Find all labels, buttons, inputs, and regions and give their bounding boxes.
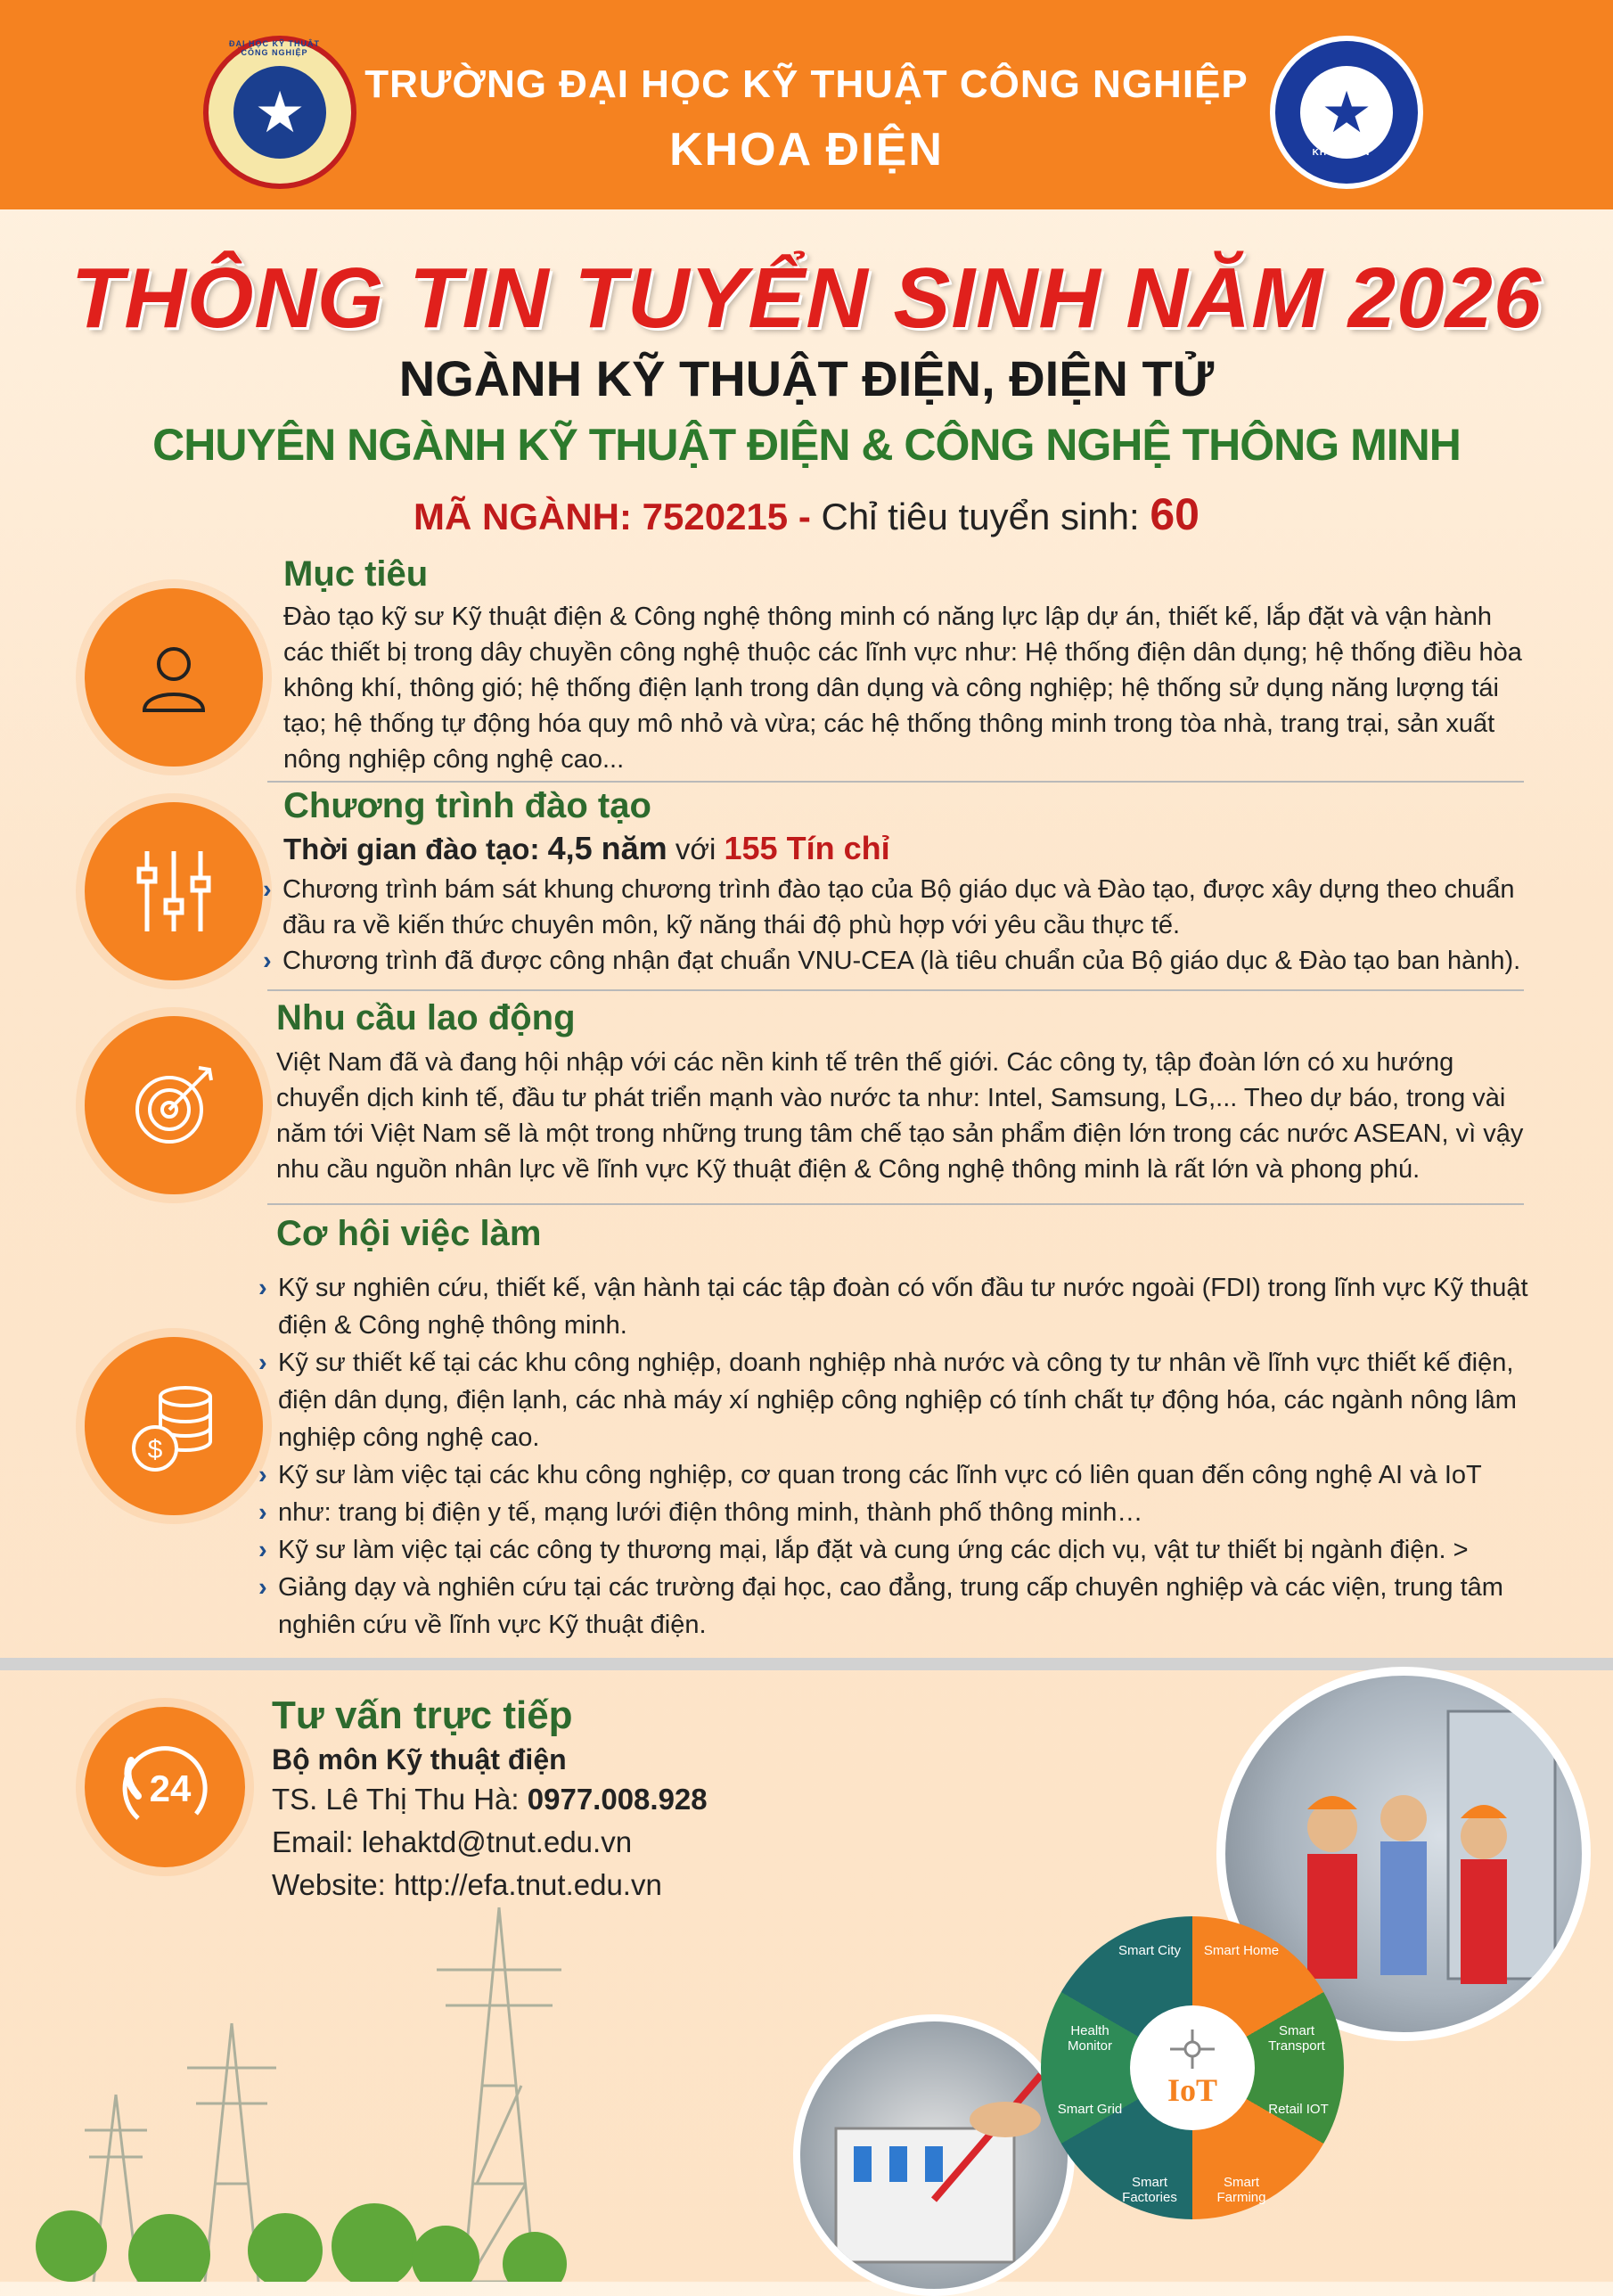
list-item: › Kỹ sư làm việc tại các công ty thương mại, lắp đặt và cung ứng các dịch vụ, vật tư thiết bị ngành điện. >	[258, 1536, 1469, 1564]
hotline-icon-circle	[85, 1707, 245, 1867]
star-icon: ★	[1300, 66, 1393, 159]
university-name: TRƯỜNG ĐẠI HỌC KỸ THUẬT CÔNG NGHIỆP	[364, 62, 1249, 106]
iot-center-label: IoT	[1167, 2072, 1218, 2108]
faculty-name: KHOA ĐIỆN	[669, 124, 944, 176]
section-body-objective: Đào tạo kỹ sư Kỹ thuật điện & Công nghệ thông minh có năng lực lập dự án, thiết kế, lắp đặt và vận hành các thiết bị trong dây chuyền công nghệ thuộc các lĩnh vực như: Hệ thống điện dân dụng; hệ thống điều hòa không khí, thông gió; hệ thống điện lạnh trong dân dụng và công nghiệp; hệ thống sử dụng năng lượng tái tạo; hệ thống tự động hóa quy mô nhỏ và vừa; các hệ thống thông minh trong tòa nhà, trang trại, sản xuất nông nghiệp công nghệ cao...	[283, 603, 1522, 774]
phone-24-icon	[111, 1734, 218, 1841]
section-title-jobs: Cơ hội việc làm	[276, 1214, 542, 1253]
logo-left-text: ĐẠI HỌC KỸ THUẬT CÔNG NGHIỆP	[229, 39, 320, 57]
list-item: › như: trang bị điện y tế, mạng lưới điện thông minh, thành phố thông minh…	[258, 1498, 1143, 1527]
list-item: › Kỹ sư làm việc tại các khu công nghiệp, cơ quan trong các lĩnh vực có liên quan đến công nghệ AI và IoT	[258, 1461, 1482, 1489]
sliders-icon-circle	[85, 802, 263, 980]
iot-label: Smart Farming	[1216, 2175, 1266, 2205]
person-icon	[134, 637, 214, 718]
iot-label: Smart Factories	[1122, 2175, 1177, 2205]
iot-label: Smart Transport	[1268, 2023, 1325, 2054]
code-separator: -	[788, 496, 822, 537]
iot-label: Smart City	[1118, 1943, 1181, 1958]
duration-label: Thời gian đào tạo:	[283, 832, 548, 865]
coins-icon-circle	[85, 1337, 263, 1515]
duration-with: với	[667, 832, 725, 865]
iot-label: Health Monitor	[1067, 2023, 1113, 2054]
divider	[267, 1203, 1524, 1205]
iot-label: Smart Grid	[1057, 2102, 1123, 2117]
logo-right-text: KHOA ĐIỆN	[1312, 148, 1371, 158]
photo-circuit-testing	[793, 2014, 1075, 2296]
footer-divider	[0, 1658, 1613, 1670]
contact-website[interactable]: Website: http://efa.tnut.edu.vn	[272, 1868, 662, 1901]
program-duration-line	[283, 831, 890, 867]
power-towers-illustration	[0, 1890, 677, 2282]
duration-value: 4,5 năm	[547, 830, 667, 866]
star-icon: ★	[233, 66, 326, 159]
header-banner	[0, 0, 1613, 209]
sliders-icon	[134, 847, 214, 936]
quota-value: 60	[1150, 489, 1200, 539]
wifi-icon	[1166, 2027, 1219, 2071]
program-bullets	[263, 872, 1564, 979]
list-item: › Kỹ sư nghiên cứu, thiết kế, vận hành tại các tập đoàn có vốn đầu tư nước ngoài (FDI) trong lĩnh vực Kỹ thuật điện & Công nghệ thông minh.	[258, 1274, 1528, 1340]
svg-text:24: 24	[149, 1767, 192, 1809]
major-title: NGÀNH KỸ THUẬT ĐIỆN, ĐIỆN TỬ	[398, 350, 1215, 406]
person-icon-circle	[85, 588, 263, 767]
contact-email[interactable]: Email: lehaktd@tnut.edu.vn	[272, 1825, 633, 1858]
target-icon	[129, 1061, 218, 1150]
specialization-title: CHUYÊN NGÀNH KỸ THUẬT ĐIỆN & CÔNG NGHỆ THÔNG MINH	[152, 420, 1461, 470]
contact-title: Tư vấn trực tiếp	[272, 1693, 573, 1737]
major-code: MÃ NGÀNH: 7520215	[413, 496, 789, 537]
page-title: THÔNG TIN TUYỂN SINH NĂM 2026	[70, 250, 1543, 346]
contact-person	[272, 1783, 708, 1816]
list-item: › Chương trình bám sát khung chương trình đào tạo của Bộ giáo dục và Đào tạo, được xây dựng theo chuẩn đầu ra về kiến thức chuyên môn, kỹ năng thái độ phù hợp với yêu cầu thực tế.	[263, 875, 1515, 939]
jobs-bullets	[258, 1269, 1542, 1644]
coins-icon	[125, 1377, 223, 1475]
section-title-objective: Mục tiêu	[283, 554, 429, 594]
divider	[267, 781, 1524, 783]
list-item: › Giảng dạy và nghiên cứu tại các trường đại học, cao đẳng, trung cấp chuyên nghiệp và các viện, trung tâm nghiên cứu về lĩnh vực Kỹ thuật điện.	[258, 1573, 1503, 1639]
contact-phone[interactable]: 0977.008.928	[527, 1783, 708, 1816]
iot-label: Smart Home	[1203, 1943, 1280, 1958]
list-item: › Chương trình đã được công nhận đạt chuẩn VNU-CEA (là tiêu chuẩn của Bộ giáo dục & Đào tạo ban hành).	[263, 947, 1521, 975]
list-item: › Kỹ sư thiết kế tại các khu công nghiệp, doanh nghiệp nhà nước và công ty tư nhân về lĩnh vực thiết kế điện, điện dân dụng, điện lạnh, các nhà máy xí nghiệp công nghiệp có tính chất tự động hóa, các ngành nông lâm nghiệp công nghệ cao.	[258, 1349, 1517, 1452]
quota-label: Chỉ tiêu tuyển sinh:	[821, 496, 1150, 537]
section-title-labor: Nhu cầu lao động	[276, 998, 576, 1037]
iot-label: Retail IOT	[1268, 2102, 1329, 2117]
divider	[267, 989, 1524, 991]
faculty-logo	[1270, 36, 1423, 189]
contact-department: Bộ môn Kỹ thuật điện	[272, 1743, 567, 1775]
major-code-line	[0, 488, 1613, 540]
contact-person-label: TS. Lê Thị Thu Hà:	[272, 1783, 528, 1816]
circuit-testing-illustration	[800, 2021, 1068, 2289]
section-title-program: Chương trình đào tạo	[283, 786, 651, 825]
section-body-labor: Việt Nam đã và đang hội nhập với các nền kinh tế trên thế giới. Các công ty, tập đoàn lớn có xu hướng chuyển dịch kinh tế, đầu tư phát triển mạnh vào nước ta như: Intel, Samsung, LG,... Theo dự báo, trong vài năm tới Việt Nam sẽ là một trong những trung tâm chế tạo sản phẩm điện lớn trong các nước ASEAN, vì vậy nhu cầu nguồn nhân lực về lĩnh vực Kỹ thuật điện & Công nghệ thông minh là rất lớn và phong phú.	[276, 1048, 1524, 1184]
iot-center	[1130, 2005, 1255, 2130]
target-icon-circle	[85, 1016, 263, 1194]
credits-value: 155 Tín chỉ	[724, 830, 890, 866]
svg-text:$: $	[147, 1435, 163, 1464]
